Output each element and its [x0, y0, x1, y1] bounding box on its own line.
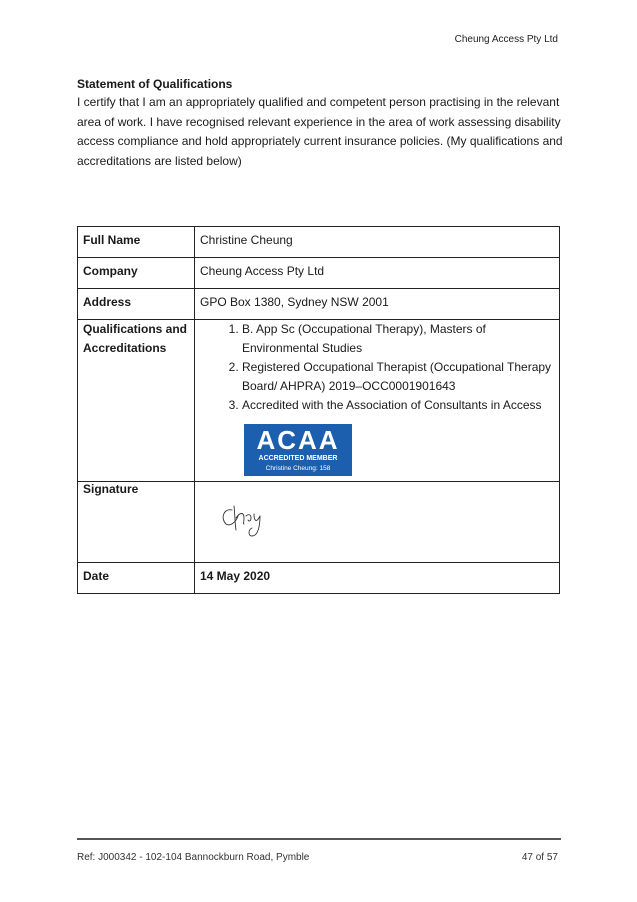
signature-label: Signature: [78, 482, 195, 563]
table-row-date: [78, 563, 560, 594]
company-label: Company: [78, 258, 195, 289]
qualifications-value: [195, 320, 560, 482]
address-value: GPO Box 1380, Sydney NSW 2001: [195, 289, 560, 320]
acaa-badge-name: Christine Cheung: 158: [265, 465, 331, 472]
table-row-full-name: [78, 227, 560, 258]
table-row-signature: [78, 482, 560, 563]
header-company: Cheung Access Pty Ltd: [454, 34, 558, 45]
acaa-badge-logo: [244, 424, 352, 476]
company-value: Cheung Access Pty Ltd: [195, 258, 560, 289]
statement-text: I certify that I am an appropriately qualified and competent person practising in the relevant area of work. I have recognised relevant experience in the area of work assessing disability access compliance and hold appropriately current insurance policies. (My qualifications and accreditations are listed below): [77, 95, 563, 168]
footer-divider: [77, 838, 561, 840]
footer-reference: Ref: J000342 - 102-104 Bannockburn Road, Pymble: [77, 852, 310, 863]
date-label: Date: [78, 563, 195, 594]
signature-cell: [195, 482, 560, 563]
date-value: 14 May 2020: [195, 563, 560, 594]
qualifications-label: [78, 320, 195, 482]
full-name-value: Christine Cheung: [195, 227, 560, 258]
table-row-company: [78, 258, 560, 289]
qualifications-list: [200, 320, 554, 415]
section-title: Statement of Qualifications: [77, 77, 233, 91]
footer-page-number: 47 of 57: [521, 852, 558, 863]
acaa-badge-letters: ACAA: [256, 425, 340, 455]
acaa-badge-member: ACCREDITED MEMBER: [258, 455, 338, 462]
full-name-label: Full Name: [78, 227, 195, 258]
qualification-item: 1. B. App Sc (Occupational Therapy), Masters of Environmental Studies: [242, 320, 554, 358]
qualifications-label-line1: Qualifications and: [83, 322, 188, 336]
qualifications-table: [77, 226, 560, 594]
qualification-item: 2. Registered Occupational Therapist (Occupational Therapy Board/ AHPRA) 2019–OCC0001901643: [242, 358, 554, 396]
signature-image: [218, 502, 268, 542]
table-row-qualifications: [78, 320, 560, 482]
qualification-item: 3. Accredited with the Association of Consultants in Access: [242, 396, 554, 415]
qualifications-label-line2: Accreditations: [83, 341, 167, 355]
address-label: Address: [78, 289, 195, 320]
table-row-address: [78, 289, 560, 320]
